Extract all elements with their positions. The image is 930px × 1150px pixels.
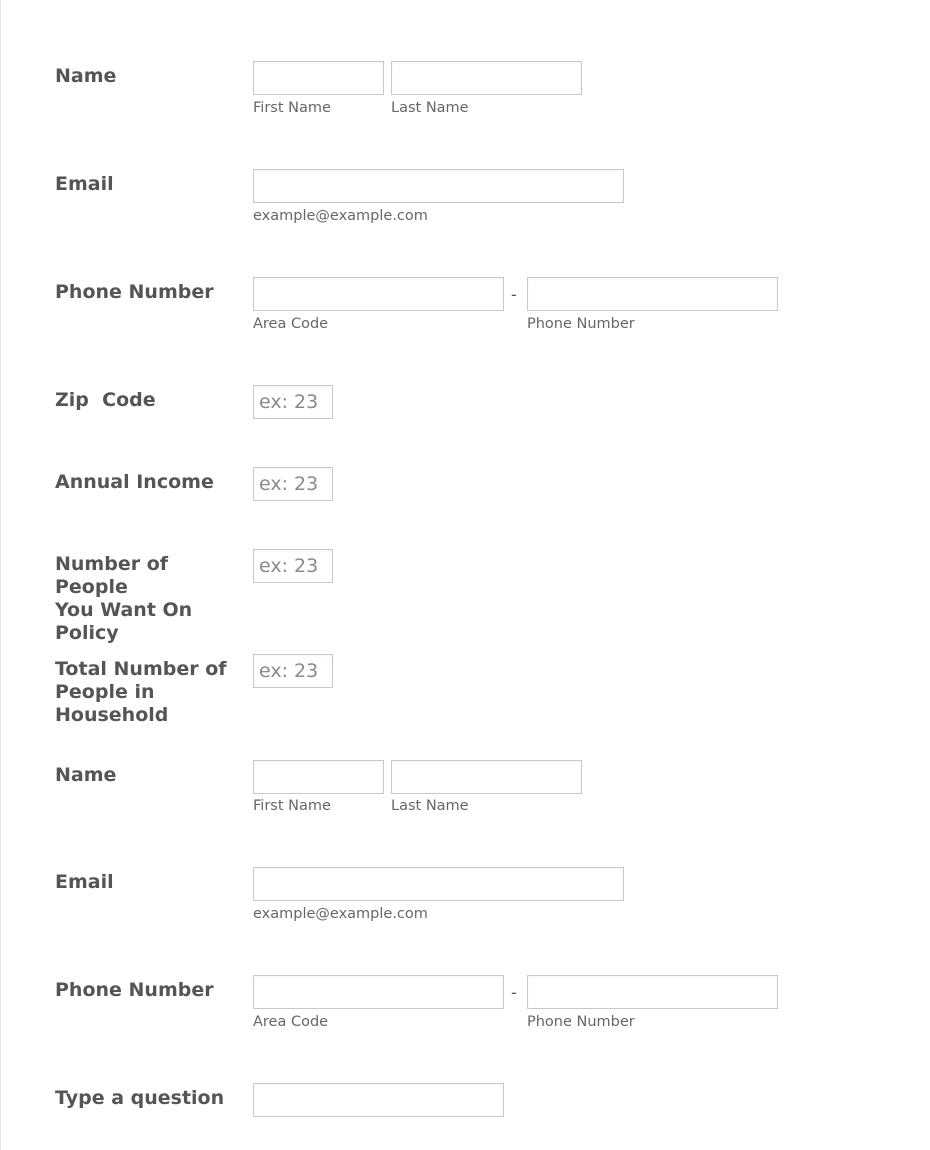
household-label: Total Number of People in Household (55, 658, 227, 726)
area-code-input[interactable] (253, 277, 504, 311)
people-on-policy-label: Number of People You Want On Policy (55, 553, 193, 644)
email-sublabel: example@example.com (253, 208, 428, 224)
phone-label: Phone Number (55, 281, 214, 303)
phone-label-2: Phone Number (55, 979, 214, 1001)
annual-income-label: Annual Income (55, 471, 214, 493)
first-name-sublabel-2: First Name (253, 798, 331, 814)
question-label: Type a question (55, 1087, 225, 1109)
phone-number-input-2[interactable] (527, 975, 778, 1009)
annual-income-input[interactable] (253, 467, 333, 501)
phone-number-sublabel: Phone Number (527, 316, 635, 332)
email-label-2: Email (55, 871, 114, 893)
area-code-sublabel: Area Code (253, 316, 329, 332)
phone-number-input[interactable] (527, 277, 778, 311)
question-input[interactable] (253, 1083, 504, 1117)
last-name-input[interactable] (391, 61, 582, 95)
last-name-input-2[interactable] (391, 760, 582, 794)
email-input-2[interactable] (253, 867, 624, 901)
first-name-input-2[interactable] (253, 760, 384, 794)
email-sublabel-2: example@example.com (253, 906, 428, 922)
first-name-input[interactable] (253, 61, 384, 95)
zip-code-input[interactable] (253, 385, 333, 419)
email-input[interactable] (253, 169, 624, 203)
area-code-sublabel-2: Area Code (253, 1014, 329, 1030)
name-label-2: Name (55, 764, 117, 786)
form-border (0, 0, 1, 1150)
name-label: Name (55, 65, 117, 87)
household-input[interactable] (253, 654, 333, 688)
phone-number-sublabel-2: Phone Number (527, 1014, 635, 1030)
phone-dash-2: - (511, 983, 517, 1002)
last-name-sublabel-2: Last Name (391, 798, 469, 814)
people-on-policy-input[interactable] (253, 549, 333, 583)
last-name-sublabel: Last Name (391, 100, 469, 116)
area-code-input-2[interactable] (253, 975, 504, 1009)
first-name-sublabel: First Name (253, 100, 331, 116)
phone-dash: - (511, 285, 517, 304)
email-label: Email (55, 173, 114, 195)
zip-code-label: Zip Code (55, 389, 156, 411)
